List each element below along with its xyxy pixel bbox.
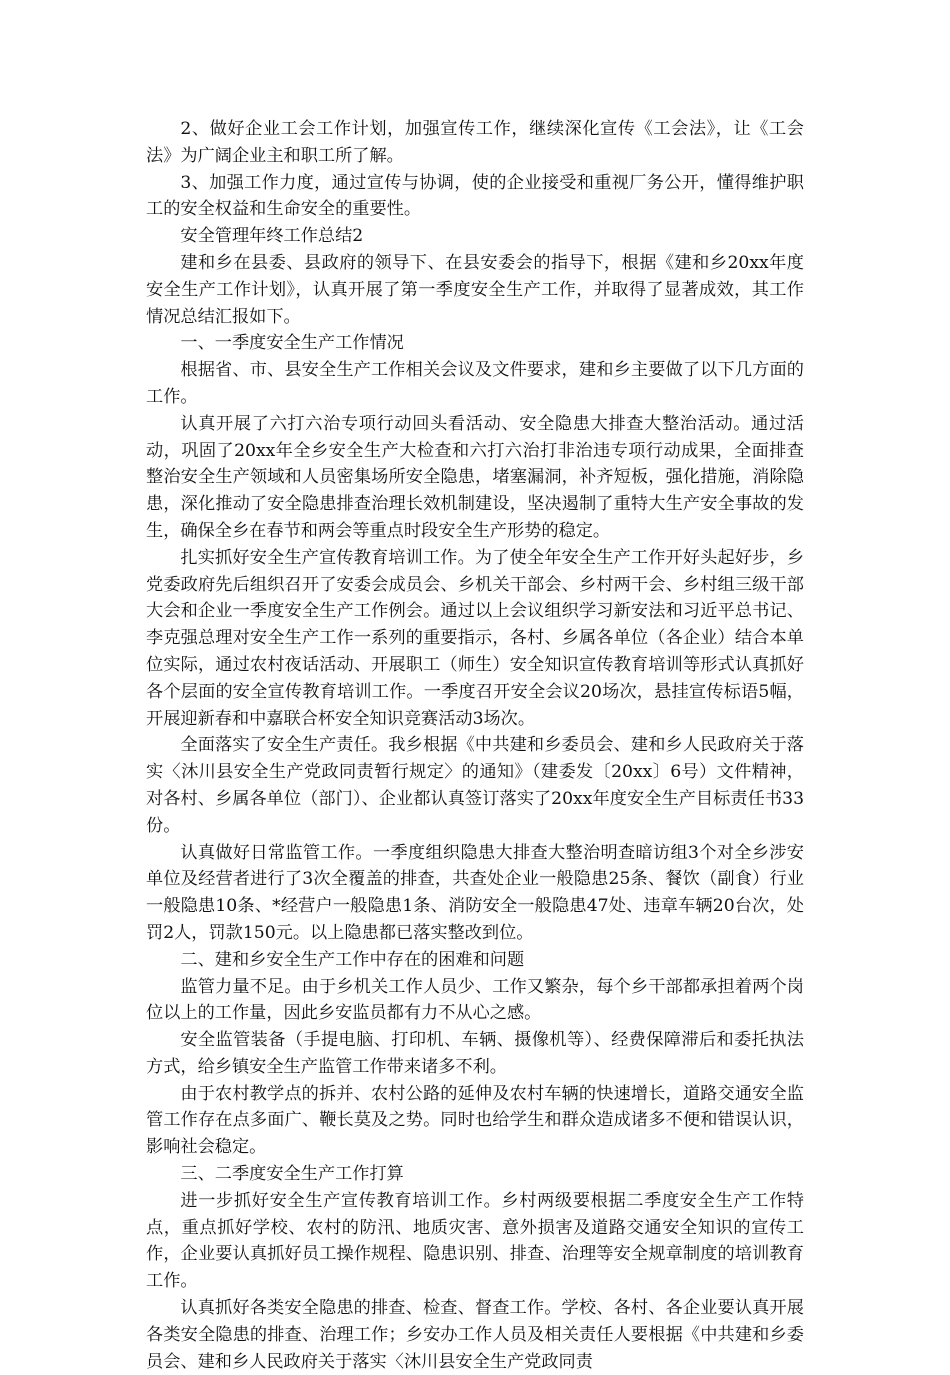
section-title: 安全管理年终工作总结2 [180,226,364,247]
document-body [146,116,804,1375]
section-2-item-2: 安全监管装备（手提电脑、打印机、车辆、摄像机等）、经费保障滞后和委托执法方式，给乡镇安全生产监管工作带来诸多不利。 [146,1030,804,1077]
section-1-item-2: 扎实抓好安全生产宣传教育培训工作。为了使全年安全生产工作开好头起好步，乡党委政府先后组织召开了安委会成员会、乡机关干部会、乡村两干会、乡村组三级干部大会和企业一季度安全生产工作例会。通过以上会议组织学习新安法和习近平总书记、李克强总理对安全生产工作一系列的重要指示，各村、乡属各单位（各企业）结合本单位实际，通过农村夜话活动、开展职工（师生）安全知识宣传教育培训等形式认真抓好各个层面的安全宣传教育培训工作。一季度召开安全会议20场次，悬挂宣传标语5幅，开展迎新春和中嘉联合杯安全知识竞赛活动3场次。 [146,547,804,729]
heading-section-1: 一、一季度安全生产工作情况 [180,333,404,354]
section-1-item-4: 认真做好日常监管工作。一季度组织隐患大排查大整治明查暗访组3个对全乡涉安单位及经营者进行了3次全覆盖的排查，共查处企业一般隐患25条、餐饮（副食）行业一般隐患10条、*经营户一般隐患1条、消防安全一般隐患47处、违章车辆20台次，处罚2人，罚款150元。以上隐患都已落实整改到位。 [146,842,804,943]
section-1-item-1: 认真开展了六打六治专项行动回头看活动、安全隐患大排查大整治活动。通过活动，巩固了20xx年全乡安全生产大检查和六打六治打非治违专项行动成果，全面排查整治安全生产领域和人员密集场所安全隐患，堵塞漏洞，补齐短板，强化措施，消除隐患，深化推动了安全隐患排查治理长效机制建设，坚决遏制了重特大生产安全事故的发生，确保全乡在春节和两会等重点时段安全生产形势的稳定。 [146,413,804,541]
heading-section-3: 三、二季度安全生产工作打算 [180,1164,404,1185]
paragraph-item-2: 2、做好企业工会工作计划，加强宣传工作，继续深化宣传《工会法》，让《工会法》为广阔企业主和职工所了解。 [146,119,804,166]
section-2-item-1: 监管力量不足。由于乡机关工作人员少、工作又繁杂，每个乡干部都承担着两个岗位以上的工作量，因此乡安监员都有力不从心之感。 [146,976,804,1024]
heading-section-2: 二、建和乡安全生产工作中存在的困难和问题 [180,949,525,970]
section-1-intro: 根据省、市、县安全生产工作相关会议及文件要求，建和乡主要做了以下几方面的工作。 [146,360,804,407]
section-2-item-3: 由于农村教学点的拆并、农村公路的延伸及农村车辆的快速增长，道路交通安全监管工作存在点多面广、鞭长莫及之势。同时也给学生和群众造成诸多不便和错误认识，影响社会稳定。 [146,1083,804,1158]
section-1-item-3: 全面落实了安全生产责任。我乡根据《中共建和乡委员会、建和乡人民政府关于落实〈沐川县安全生产党政同责暂行规定〉的通知》（建委发〔20xx〕6号）文件精神，对各村、乡属各单位（部门）、企业都认真签订落实了20xx年度安全生产目标责任书33份。 [146,735,804,836]
section-3-item-1: 进一步抓好安全生产宣传教育培训工作。乡村两级要根据二季度安全生产工作特点，重点抓好学校、农村的防汛、地质灾害、意外损害及道路交通安全知识的宣传工作，企业要认真抓好员工操作规程、隐患识别、排查、治理等安全规章制度的培训教育工作。 [146,1190,804,1292]
intro-paragraph: 建和乡在县委、县政府的领导下、在县安委会的指导下，根据《建和乡20xx年度安全生产工作计划》，认真开展了第一季度安全生产工作，并取得了显著成效，其工作情况总结汇报如下。 [146,252,804,327]
paragraph-item-3: 3、加强工作力度，通过宣传与协调，使的企业接受和重视厂务公开，懂得维护职工的安全权益和生命安全的重要性。 [146,172,804,220]
section-3-item-2: 认真抓好各类安全隐患的排查、检查、督查工作。学校、各村、各企业要认真开展各类安全隐患的排查、治理工作；乡安办工作人员及相关责任人要根据《中共建和乡委员会、建和乡人民政府关于落实〈沐川县安全生产党政同责 [146,1298,804,1372]
